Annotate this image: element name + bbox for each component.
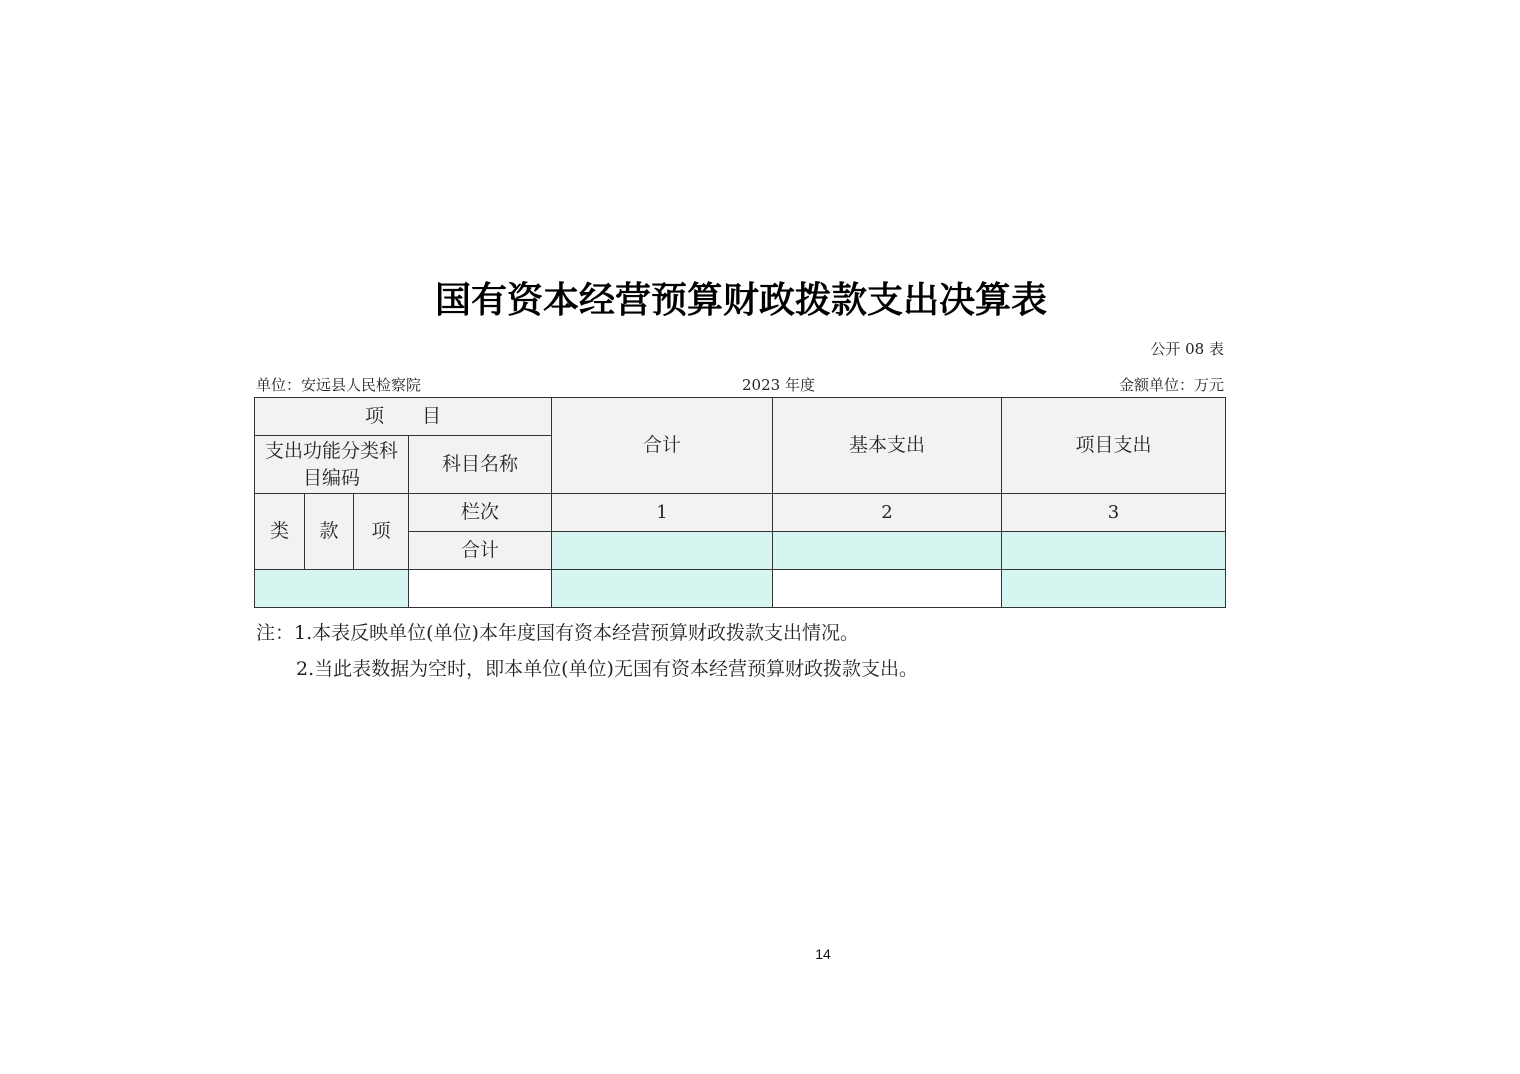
section-cell: 款 bbox=[305, 494, 354, 570]
project-amount-cell bbox=[1002, 532, 1226, 570]
header-code-cell: 支出功能分类科目编码 bbox=[255, 436, 409, 494]
column-number-1: 1 bbox=[552, 494, 773, 532]
basic-amount-cell bbox=[773, 532, 1002, 570]
note-line-1: 注：1.本表反映单位(单位)本年度国有资本经营预算财政拨款支出情况。 bbox=[256, 622, 859, 644]
unit-label: 单位：安远县人民检察院 bbox=[256, 376, 422, 394]
header-total-cell: 合计 bbox=[552, 398, 773, 494]
form-number: 公开 08 表 bbox=[1150, 340, 1224, 358]
header-project-cell: 项目支出 bbox=[1002, 398, 1226, 494]
item-cell: 项 bbox=[354, 494, 409, 570]
class-cell: 类 bbox=[255, 494, 305, 570]
row-project-cell bbox=[1002, 570, 1226, 608]
header-subject-cell: 科目名称 bbox=[409, 436, 552, 494]
total-label-cell: 合计 bbox=[409, 532, 552, 570]
row-total-cell bbox=[552, 570, 773, 608]
meta-row bbox=[256, 374, 1224, 394]
row-code-cell bbox=[255, 570, 409, 608]
column-number-3: 3 bbox=[1002, 494, 1226, 532]
year-label: 2023 年度 bbox=[742, 376, 815, 394]
money-unit-label: 金额单位：万元 bbox=[1118, 376, 1224, 394]
column-number-2: 2 bbox=[773, 494, 1002, 532]
row-basic-cell bbox=[773, 570, 1002, 608]
header-basic-cell: 基本支出 bbox=[773, 398, 1002, 494]
notes bbox=[256, 615, 918, 687]
header-item-cell: 项 目 bbox=[255, 398, 552, 436]
note-line-2: 2.当此表数据为空时，即本单位(单位)无国有资本经营预算财政拨款支出。 bbox=[296, 658, 918, 680]
total-amount-cell bbox=[552, 532, 773, 570]
page-number: 14 bbox=[815, 946, 831, 962]
page-title: 国有资本经营预算财政拨款支出决算表 bbox=[434, 279, 1047, 321]
row-subject-cell bbox=[409, 570, 552, 608]
budget-table bbox=[254, 397, 1226, 608]
column-label-cell: 栏次 bbox=[409, 494, 552, 532]
